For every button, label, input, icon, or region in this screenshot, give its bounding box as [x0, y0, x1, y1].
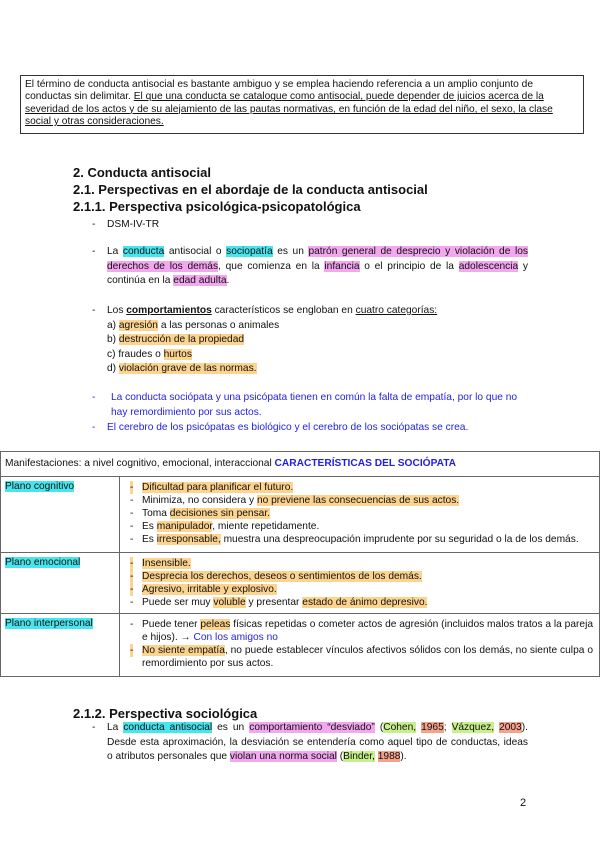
row-label-interpersonal: Plano interpersonal	[1, 614, 120, 677]
list-item: - Agresivo, irritable y explosivo.	[130, 584, 277, 595]
list-item: - Es irresponsable, muestra una despreocupación imprudente por su seguridad o la de los demás.	[130, 534, 579, 545]
row-label-emocional: Plano emocional	[1, 553, 120, 614]
table-title: CARACTERÍSTICAS DEL SOCIÓPATA	[274, 458, 457, 469]
list-item: - Toma decisiones sin pensar.	[130, 508, 270, 519]
heading-sociologica: 2.1.2. Perspectiva sociológica	[73, 706, 258, 721]
list-item-sociologica	[92, 721, 528, 765]
list-item-comportamientos	[92, 304, 528, 377]
category-a: a) agresión a las personas o animales	[107, 319, 280, 331]
blue-note-2: El cerebro de los psicópatas es biológico y el cerebro de los sociópatas se crea.	[107, 422, 469, 433]
dash-bullet: -	[92, 305, 96, 316]
category-d: d) violación grave de las normas.	[107, 363, 257, 375]
blue-note-1: La conducta sociópata y una psicópata tienen en común la falta de empatía, por lo que no hay remordimiento por sus actos.	[111, 392, 518, 418]
dash-bullet: -	[92, 219, 96, 230]
sociopata-table	[0, 451, 600, 677]
dash-bullet: -	[92, 246, 96, 257]
list-item-blue-note-1	[92, 391, 528, 420]
list-item: - Minimiza, no considera y no previene las consecuencias de sus actos.	[130, 495, 460, 506]
list-item: - Desprecia los derechos, deseos o sentimientos de los demás.	[130, 571, 422, 582]
list-item: - No siente empatía, no puede establecer vínculos afectivos sólidos con los demás, no siente culpa o remordimiento por sus actos.	[130, 645, 593, 669]
dash-bullet: -	[92, 722, 96, 733]
intro-underlined-text: El que una conducta se catalogue como antisocial, puede depender de juicios acerca de la severidad de los actos y de su alejamiento de las pautas normativas, en función de la edad del niño, el sexo, la clase social y otras consideraciones.	[25, 91, 553, 128]
intro-box	[20, 75, 584, 134]
sociologica-text: La conducta antisocial es un comportamiento “desviado” (Cohen, 1965; Vázquez, 2003). Desde esta aproximación, la desviación se entendería como aquel tipo de conductas, ideas o atributos personales que violan una norma social (Binder, 1988).	[107, 722, 528, 763]
dash-bullet: -	[92, 422, 96, 433]
heading-conducta-antisocial: 2. Conducta antisocial	[73, 165, 211, 180]
intro-text: El término de conducta antisocial es bastante ambiguo y se emplea haciendo referencia a un amplio conjunto de conductas sin delimitar.	[25, 79, 533, 103]
list-item-dsm	[92, 218, 528, 233]
heading-psicologica: 2.1.1. Perspectiva psicológica-psicopatológica	[73, 199, 361, 214]
row-label-cognitivo: Plano cognitivo	[1, 477, 120, 553]
list-item-blue-note-2	[92, 421, 528, 436]
list-item-definition	[92, 245, 528, 289]
table-header-row	[1, 452, 600, 477]
category-b: b) destrucción de la propiedad	[107, 334, 245, 346]
list-item: - Dificultad para planificar el futuro.	[130, 482, 294, 493]
heading-perspectivas: 2.1. Perspectivas en el abordaje de la conducta antisocial	[73, 182, 428, 197]
list-item: - Es manipulador, miente repetidamente.	[130, 521, 320, 532]
list-item: - Puede ser muy voluble y presentar estado de ánimo depresivo.	[130, 597, 428, 608]
category-c: c) fraudes o hurtos	[107, 348, 192, 360]
list-item: - Puede tener peleas físicas repetidas o cometer actos de agresión (incluidos malos tratos a la pareja e hijos). → Con los amigos no	[130, 619, 593, 643]
dash-bullet: -	[92, 392, 96, 403]
page-number: 2	[520, 797, 527, 809]
definition-text: La conducta antisocial o sociopatía es un patrón general de desprecio y violación de los derechos de los demás, que comienza en la infancia o el principio de la adolescencia y continúa en la edad adulta.	[107, 246, 528, 287]
list-item: - Insensible.	[130, 558, 191, 569]
table-row-interpersonal	[1, 614, 600, 677]
dsm-text: DSM-IV-TR	[107, 219, 160, 230]
table-header-cell: Manifestaciones: a nivel cognitivo, emocional, interaccional CARACTERÍSTICAS DEL SOCIÓPATA	[1, 452, 600, 477]
comportamientos-text: Los comportamientos característicos se engloban en cuatro categorías: a) agresión a las personas o animales b) destrucción de la propiedad c) fraudes o hurtos d) violación grave de las normas.	[107, 304, 528, 377]
table-row-emocional	[1, 553, 600, 614]
table-row-cognitivo	[1, 477, 600, 553]
